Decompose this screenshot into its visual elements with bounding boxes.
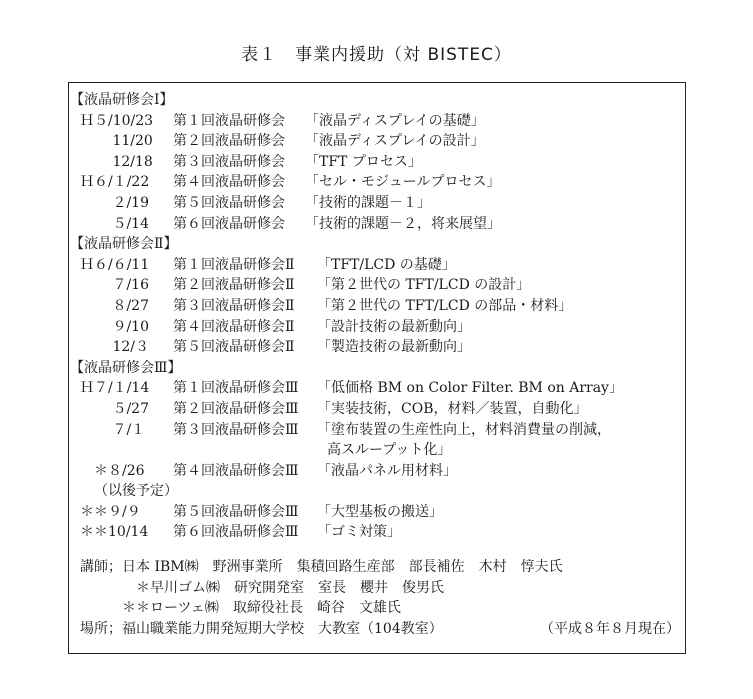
table-row: ＊８/26 第４回液晶研修会Ⅲ 「液晶パネル用材料」 — [80, 462, 457, 479]
lecturer-line: 講師； 日本 IBM㈱ 野洲事業所 集積回路生産部 部長補佐 木村 惇夫氏 — [80, 557, 680, 578]
table-row: 11/20 第２回液晶研修会 「液晶ディスプレイの設計」 — [80, 133, 485, 150]
section-heading-1: 【液晶研修会Ⅰ】 — [70, 92, 174, 108]
table-row: ＊＊10/14 第６回液晶研修会Ⅲ 「ゴミ対策」 — [80, 524, 401, 541]
table-row: 12/３ 第５回液晶研修会Ⅱ 「製造技術の最新動向」 — [80, 339, 471, 356]
table-row: ７/１ 第３回液晶研修会Ⅲ 「塗布装置の生産性向上，材料消費量の削減， — [80, 421, 611, 438]
table-row: Ｈ６/１/22 第４回液晶研修会 「セル・モジュールプロセス」 — [80, 174, 501, 191]
as-of-date: （平成８年８月現在） — [540, 620, 680, 637]
lecturer-line: ＊＊ローツェ㈱ 取締役社長 崎谷 文雄氏 — [122, 600, 401, 617]
table-body — [70, 90, 680, 639]
table-row-continued: 高スループット化」 — [327, 442, 452, 459]
table-row: ＊＊９/９ 第５回液晶研修会Ⅲ 「大型基板の搬送」 — [80, 503, 443, 520]
table-row: Ｈ５/10/23 第１回液晶研修会 「液晶ディスプレイの基礎」 — [80, 112, 485, 129]
section-heading-2: 【液晶研修会Ⅱ】 — [70, 236, 178, 253]
table-row: 12/18 第３回液晶研修会 「TFT プロセス」 — [80, 153, 422, 170]
table-row: ５/14 第６回液晶研修会 「技術的課題－２，将来展望」 — [80, 215, 501, 232]
table-row: ９/10 第４回液晶研修会Ⅱ 「設計技術の最新動向」 — [80, 318, 471, 335]
table-row: ７/16 第２回液晶研修会Ⅱ 「第２世代の TFT/LCD の設計」 — [80, 277, 531, 294]
table-row: ２/19 第５回液晶研修会 「技術的課題－１」 — [80, 194, 431, 211]
venue-label: 場所； — [80, 620, 122, 637]
table-row: ５/27 第２回液晶研修会Ⅲ 「実装技術，COB，材料／装置，自動化」 — [80, 400, 588, 417]
table-row: ８/27 第３回液晶研修会Ⅱ 「第２世代の TFT/LCD の部品・材料」 — [80, 297, 573, 314]
section-heading-3: 【液晶研修会Ⅲ】 — [70, 359, 182, 376]
venue-line: 場所； 福山職業能力開発短期大学校 大教室（104教室） （平成８年８月現在） — [80, 619, 680, 640]
table-row: Ｈ７/１/14 第１回液晶研修会Ⅲ 「低価格 BM on Color Filter. BM on Array」 — [80, 380, 623, 397]
table-title: 表１ 事業内援助（対 BISTEC） — [241, 45, 512, 65]
table-row: Ｈ６/６/11 第１回液晶研修会Ⅱ 「TFT/LCD の基礎」 — [80, 256, 456, 273]
lecturer-label: 講師； — [80, 559, 122, 576]
lecturer-line: ＊早川ゴム㈱ 研究開発室 室長 櫻井 俊男氏 — [122, 579, 444, 596]
planned-note: （以後予定） — [94, 483, 178, 500]
